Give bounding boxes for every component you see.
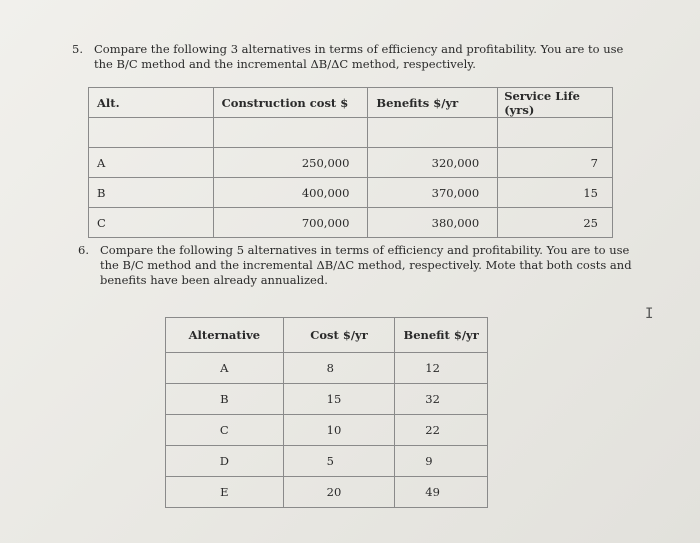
table-row — [166, 353, 488, 384]
table-row — [89, 178, 613, 208]
cell-construction-cost: 700,000 — [213, 208, 368, 238]
header-benefits: Benefits $/yr — [368, 88, 498, 118]
alternatives-table-q5 — [88, 87, 613, 238]
cell-alternative: D — [166, 446, 284, 477]
cell-cost: 15 — [283, 384, 395, 415]
header-alt: Alt. — [89, 88, 214, 118]
cell-benefit: 22 — [395, 415, 488, 446]
header-cost: Cost $/yr — [283, 318, 395, 353]
table-row — [89, 148, 613, 178]
table-header-row — [89, 88, 613, 118]
cell-alternative: A — [166, 353, 284, 384]
cell-alternative: E — [166, 477, 284, 508]
cell-cost: 10 — [283, 415, 395, 446]
question-number: 6. — [78, 243, 89, 257]
cell-benefits: 370,000 — [368, 178, 498, 208]
table-header-row — [166, 318, 488, 353]
header-construction-cost: Construction cost $ — [213, 88, 368, 118]
table-row — [166, 477, 488, 508]
cell-benefits: 380,000 — [368, 208, 498, 238]
cell-alt: A — [89, 148, 214, 178]
question-text: Compare the following 5 alternatives in terms of efficiency and profitability. You are to use the B/C method and the incremental ΔB/ΔC method, respectively. Mote that both costs and benefits have been already annualized. — [100, 243, 632, 287]
text-cursor-icon: I — [645, 306, 654, 322]
question-text: Compare the following 3 alternatives in terms of efficiency and profitability. You are to use the B/C method and the incremental ΔB/ΔC method, respectively. — [94, 42, 624, 71]
cell-benefit: 32 — [395, 384, 488, 415]
table-row — [166, 384, 488, 415]
cell-cost: 20 — [283, 477, 395, 508]
question-number: 5. — [72, 42, 83, 56]
cell-alternative: C — [166, 415, 284, 446]
cell-alternative: B — [166, 384, 284, 415]
header-service-life: Service Life (yrs) — [498, 88, 613, 118]
cell-service-life: 15 — [498, 178, 613, 208]
table-row — [166, 415, 488, 446]
table-spacer — [89, 118, 613, 148]
alternatives-table-q6 — [165, 317, 488, 508]
header-alternative: Alternative — [166, 318, 284, 353]
cell-benefits: 320,000 — [368, 148, 498, 178]
cell-cost: 5 — [283, 446, 395, 477]
cell-benefit: 12 — [395, 353, 488, 384]
cell-benefit: 9 — [395, 446, 488, 477]
cell-service-life: 25 — [498, 208, 613, 238]
cell-alt: B — [89, 178, 214, 208]
cell-benefit: 49 — [395, 477, 488, 508]
cell-alt: C — [89, 208, 214, 238]
table-row — [89, 208, 613, 238]
cell-cost: 8 — [283, 353, 395, 384]
cell-construction-cost: 400,000 — [213, 178, 368, 208]
header-benefit: Benefit $/yr — [395, 318, 488, 353]
cell-construction-cost: 250,000 — [213, 148, 368, 178]
cell-service-life: 7 — [498, 148, 613, 178]
table-row — [166, 446, 488, 477]
